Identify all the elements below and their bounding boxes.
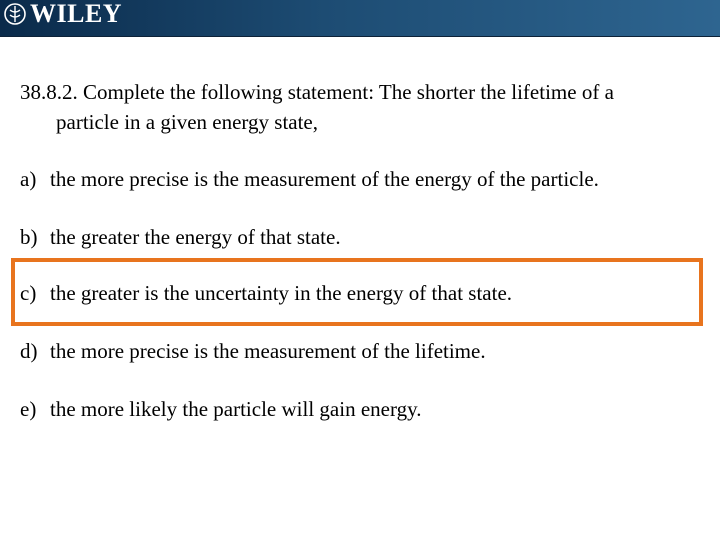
option-letter: a) [20,167,37,191]
option-letter: e) [20,397,37,421]
option-letter: d) [20,339,38,363]
option-d[interactable] [20,338,486,364]
question-line-2: particle in a given energy state, [56,110,319,134]
question-line-1: Complete the following statement: The shorter the lifetime of a [83,80,614,104]
option-text: the more precise is the measurement of the energy of the particle. [50,167,599,191]
option-text: the more precise is the measurement of the lifetime. [50,339,486,363]
option-c[interactable] [20,280,512,306]
option-e[interactable] [20,396,421,422]
question-text [20,77,710,137]
option-letter: b) [20,225,38,249]
option-b[interactable] [20,224,341,250]
option-letter: c) [20,281,37,305]
option-text: the greater is the uncertainty in the energy of that state. [50,281,513,305]
logo-text: WILEY [30,0,123,28]
wiley-logo [4,0,122,28]
option-text: the greater the energy of that state. [50,225,341,249]
option-a[interactable] [20,166,599,192]
question-number: 38.8.2. [20,80,78,104]
header-bar [0,0,720,37]
option-text: the more likely the particle will gain energy. [50,397,422,421]
wiley-seal-icon [4,2,26,26]
